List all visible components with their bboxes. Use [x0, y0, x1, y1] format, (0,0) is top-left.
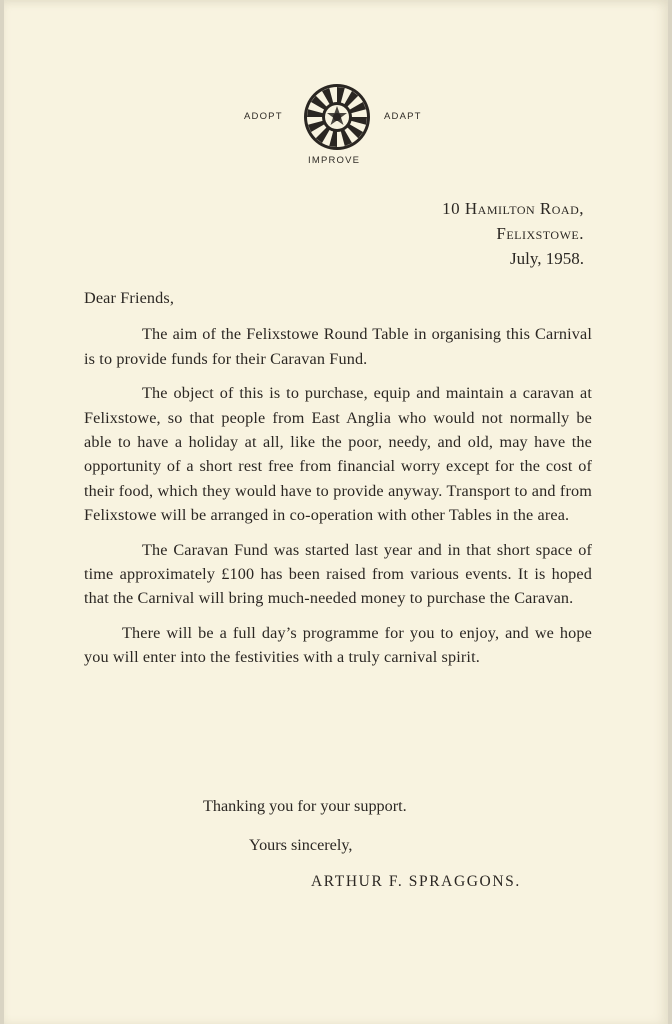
round-table-emblem-icon — [302, 82, 372, 152]
motto-improve: IMPROVE — [308, 155, 361, 166]
paragraph-object: The object of this is to purchase, equip and maintain a caravan at Felixstowe, so that people from East Anglia who would not normally be able to have a holiday at all, like the poor, needy, and old, may have the opportunity of a short rest free from financial worry except for the cost of their food, which they would have to provide anyway. Transport to and from Felixstowe will be arranged in co-operation with other Tables in the area. — [84, 384, 592, 525]
address-street: 10 Hamilton Road, — [442, 199, 584, 218]
address-town: Felixstowe. — [496, 224, 584, 243]
valediction: Yours sincerely, — [249, 836, 353, 854]
closing-thanks: Thanking you for your support. — [203, 797, 407, 815]
letter-page — [4, 0, 668, 1024]
paragraph-fund: The Caravan Fund was started last year and in that short space of time approximately £100 has been raised from various events. It is hoped that the Carnival will bring much-needed money to purchase the Caravan. — [84, 540, 592, 608]
paragraph-aim: The aim of the Felixstowe Round Table in organising this Carnival is to provide funds for their Caravan Fund. — [84, 325, 592, 368]
sender-address — [442, 196, 584, 271]
salutation: Dear Friends, — [84, 289, 175, 307]
motto-adapt: ADAPT — [384, 111, 422, 122]
paragraph-programme: There will be a full day’s programme for you to enjoy, and we hope you will enter into the festivities with a truly carnival spirit. — [84, 623, 592, 667]
motto-adopt: ADOPT — [244, 111, 283, 122]
letter-date: July, 1958. — [510, 249, 584, 268]
letter-body — [84, 286, 592, 680]
signature: ARTHUR F. SPRAGGONS. — [311, 873, 521, 890]
